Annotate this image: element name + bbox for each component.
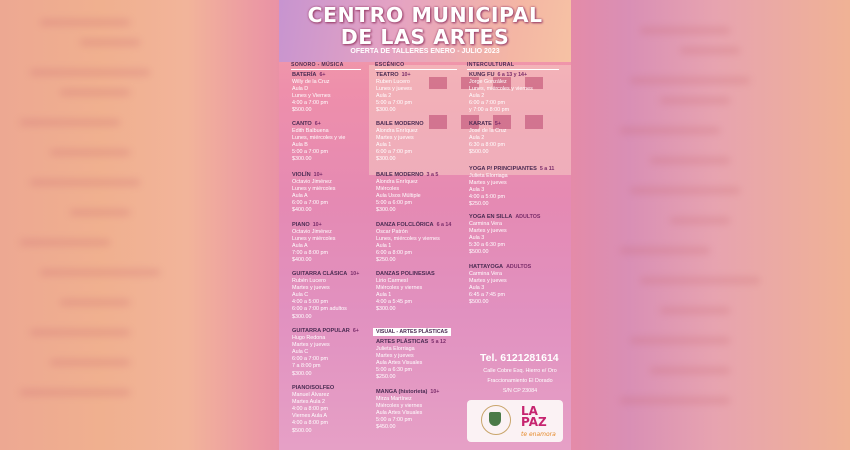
workshop-ages: 6 a 14 (436, 222, 452, 228)
address-line: Calle Cobre Esq. Hierro e/ Oro (483, 368, 557, 374)
workshop-item (376, 339, 446, 382)
workshop-detail: Aula 2 (469, 135, 485, 142)
workshop-name: GUITARRA CLÁSICA (292, 271, 348, 277)
workshop-detail: $300.00 (292, 156, 312, 163)
poster-title-line1: CENTRO MUNICIPAL (307, 3, 543, 27)
workshop-detail: Aula 2 (469, 93, 485, 100)
workshop-detail: 4:00 a 5:00 pm (292, 299, 328, 306)
workshop-detail: 6:00 a 8:00 pm (376, 250, 412, 257)
workshop-name: MANGA (historieta) (376, 389, 428, 395)
workshop-ages: 6+ (319, 72, 326, 78)
workshop-poster (279, 0, 571, 450)
workshop-item (292, 72, 331, 115)
workshop-detail: Aula 1 (376, 142, 392, 149)
workshop-detail: Jorge González (469, 79, 507, 86)
workshop-item (376, 72, 412, 115)
workshop-detail: $500.00 (292, 107, 312, 114)
workshop-detail: José de la Cruz (469, 128, 507, 135)
workshop-detail: Aula A (292, 243, 308, 250)
workshop-detail: 7 a 8:00 pm (292, 363, 321, 370)
workshop-detail: Aula 1 (376, 243, 392, 250)
workshop-detail: Miércoles y viernes (376, 403, 423, 410)
address-line: Fraccionamiento El Dorado (487, 378, 553, 384)
workshop-item (292, 121, 345, 164)
workshop-detail: $300.00 (376, 107, 396, 114)
workshop-detail: Octavio Jiménez (292, 179, 332, 186)
workshop-item (292, 385, 337, 435)
workshop-detail: Aula Artes Visuales (376, 410, 423, 417)
workshop-name: DANZA FOLCLÓRICA (376, 222, 434, 228)
address-line: S/N CP 23084 (502, 388, 538, 394)
workshop-detail: $450.00 (376, 424, 396, 431)
workshop-detail: Viernes Aula A (292, 413, 327, 420)
workshop-detail: Alondra Enríquez (376, 128, 418, 135)
workshop-detail: Carmina Vera (469, 221, 502, 228)
workshop-detail: $250.00 (469, 201, 489, 208)
workshop-name: KUNG FU (469, 72, 495, 78)
workshop-item (469, 72, 533, 115)
workshop-ages: 6+ (314, 121, 321, 127)
workshop-detail: $400.00 (292, 257, 312, 264)
workshop-detail: Aula Artes Visuales (376, 360, 423, 367)
workshop-name: DANZAS POLINESIAS (376, 271, 435, 277)
workshop-name: GUITARRA POPULAR (292, 328, 350, 334)
workshop-ages: 10+ (401, 72, 411, 78)
workshop-ages: 5 a 11 (539, 166, 555, 172)
poster-subtitle: OFERTA DE TALLERES ENERO - JULIO 2023 (350, 48, 500, 55)
workshop-detail: Aula 2 (376, 93, 392, 100)
workshop-detail: Carmina Vera (469, 271, 502, 278)
workshop-item (376, 121, 427, 164)
workshop-detail: Lunes y miércoles (292, 236, 336, 243)
workshop-detail: Lunes, miércoles y viernes (376, 236, 440, 243)
workshop-detail: Miércoles (376, 186, 400, 193)
workshop-detail: Hugo Redona (292, 335, 326, 342)
workshop-detail: $250.00 (376, 257, 396, 264)
la-paz-logo: LA PAZ te enamora (521, 404, 556, 438)
workshop-detail: Martes y jueves (376, 135, 414, 142)
workshop-name: YOGA P/ PRINCIPIANTES (469, 166, 537, 172)
workshop-detail: Aula 3 (469, 187, 485, 194)
workshop-name: HATTAYOGA (469, 264, 504, 270)
workshop-item (376, 389, 439, 432)
workshop-detail: Lunes y miércoles (292, 186, 336, 193)
workshop-detail: $500.00 (469, 149, 489, 156)
workshop-detail: 5:00 a 7:00 pm (376, 417, 412, 424)
workshop-detail: 5:00 a 6:30 pm (376, 367, 412, 374)
workshop-detail: Aula C (292, 292, 309, 299)
workshop-detail: Octavio Jiménez (292, 229, 332, 236)
workshop-item (469, 121, 506, 156)
workshop-detail: 7:00 a 8:00 pm (292, 250, 328, 257)
workshop-detail: y 7:00 a 8:00 pm (469, 107, 510, 114)
workshop-detail: Ruben Lucero (376, 79, 410, 86)
workshop-detail: $500.00 (469, 249, 489, 256)
workshop-detail: $250.00 (376, 374, 396, 381)
workshop-detail: 6:00 a 7:00 pm (469, 100, 505, 107)
workshop-detail: 5:00 a 7:00 pm (292, 149, 328, 156)
workshop-name: BATERÍA (292, 72, 317, 78)
workshop-ages: 5 a 12 (431, 339, 446, 345)
workshop-detail: Miércoles y viernes (376, 285, 423, 292)
workshop-item (376, 222, 451, 265)
workshop-detail: Lunes, miércoles y viernes (469, 86, 533, 93)
workshop-detail: Martes y jueves (292, 285, 330, 292)
workshop-detail: Martes y jueves (469, 180, 507, 187)
workshop-name: ARTES PLÁSTICAS (376, 339, 429, 345)
section-intercultural: INTERCULTURAL (467, 62, 559, 70)
workshop-ages: 3 a 5 (426, 172, 439, 178)
workshop-item (292, 271, 359, 321)
workshop-detail: Alondra Enríquez (376, 179, 418, 186)
workshop-name: YOGA EN SILLA (469, 214, 513, 220)
municipal-seal-icon (481, 405, 511, 435)
workshop-item (292, 172, 335, 215)
workshop-item (469, 264, 531, 307)
workshop-detail: Aula Usos Múltiple (376, 193, 421, 200)
workshop-detail: 6:00 a 7:00 pm (292, 200, 328, 207)
workshop-detail: 6:00 a 7:00 pm (376, 149, 412, 156)
workshop-detail: 4:00 a 8:00 pm (292, 406, 328, 413)
workshop-ages: 10+ (313, 172, 323, 178)
workshop-name: BAILE MODERNO (376, 121, 424, 127)
workshop-detail: 5:00 a 6:00 pm (376, 200, 412, 207)
logos-panel (467, 400, 563, 442)
workshop-item (469, 166, 554, 209)
workshop-name: VIOLÍN (292, 172, 311, 178)
workshop-ages: 10+ (430, 389, 440, 395)
workshop-detail: Julieta Elorriaga (469, 173, 508, 180)
workshop-detail: Lirio Carmesí (376, 278, 409, 285)
workshop-detail: Edith Balbuena (292, 128, 329, 135)
workshop-detail: $400.00 (292, 207, 312, 214)
workshop-detail: $300.00 (376, 207, 396, 214)
workshop-detail: Martes y jueves (469, 278, 507, 285)
workshop-ages: 5+ (494, 121, 501, 127)
workshop-detail: Lunes y jueves (376, 86, 412, 93)
workshop-detail: Aula 1 (376, 292, 392, 299)
workshop-ages: ADULTOS (506, 264, 532, 270)
workshop-detail: Manuel Álvarez (292, 392, 330, 399)
workshop-detail: Martes y jueves (469, 228, 507, 235)
workshop-detail: Aula A (292, 193, 308, 200)
workshop-detail: Aula C (292, 349, 309, 356)
workshop-detail: Willy de la Cruz (292, 79, 330, 86)
contact-phone: Tel. 6121281614 (480, 352, 559, 364)
workshop-name: PIANO (292, 222, 310, 228)
workshop-detail: 4:00 a 5:45 pm (376, 299, 412, 306)
workshop-detail: $300.00 (376, 306, 396, 313)
workshop-detail: 5:00 a 7:00 pm (376, 100, 412, 107)
workshop-name: BAILE MODERNO (376, 172, 424, 178)
section-visual: VISUAL - ARTES PLÁSTICAS (373, 328, 451, 336)
workshop-ages: 6+ (352, 328, 359, 334)
workshop-detail: 4:00 a 8:00 pm (292, 420, 328, 427)
workshop-detail: $300.00 (292, 370, 312, 377)
workshop-ages: 10+ (312, 222, 322, 228)
workshop-item (376, 172, 438, 215)
workshop-detail: Rubén Lucero (292, 278, 326, 285)
workshop-item (292, 328, 359, 378)
workshop-detail: $500.00 (292, 427, 312, 434)
workshop-detail: Lunes, miércoles y vie (292, 135, 346, 142)
workshop-detail: 5:30 a 6:30 pm (469, 242, 505, 249)
section-sonoro: SONORO - MÚSICA (291, 62, 361, 70)
workshop-item (469, 214, 540, 257)
workshop-detail: Martes y jueves (292, 342, 330, 349)
workshop-detail: 4:00 a 7:00 pm (292, 100, 328, 107)
workshop-item (376, 271, 438, 314)
workshop-detail: Lunes y Viernes (292, 93, 331, 100)
workshop-detail: Aula D (292, 86, 309, 93)
workshop-detail: 6:00 a 7:00 pm (292, 356, 328, 363)
workshop-ages: 6 a 13 y 14+ (497, 72, 528, 78)
workshop-name: PIANO/SOLFEO (292, 385, 335, 391)
workshop-detail: Aula 3 (469, 235, 485, 242)
workshop-detail: 4:00 a 5:00 pm (469, 194, 505, 201)
workshop-detail: $500.00 (469, 299, 489, 306)
workshop-detail: Aula B (292, 142, 308, 149)
contact-address (475, 366, 565, 396)
workshop-name: CANTO (292, 121, 312, 127)
workshop-name: TEATRO (376, 72, 399, 78)
workshop-detail: Oscar Patrón (376, 229, 408, 236)
poster-title-line2: DE LAS ARTES (340, 25, 510, 49)
workshop-detail: Martes y jueves (376, 353, 414, 360)
workshop-detail: Aula 3 (469, 285, 485, 292)
workshop-detail: 6:45 a 7:45 pm (469, 292, 505, 299)
workshop-detail: 6:00 a 7:00 pm adultos (292, 306, 347, 313)
workshop-ages: 10+ (350, 271, 360, 277)
workshop-detail: Martes Aula 2 (292, 399, 325, 406)
workshop-ages: ADULTOS (515, 214, 541, 220)
workshop-name: KARATE (469, 121, 492, 127)
workshop-detail: Mirza Martínez (376, 396, 412, 403)
section-escenico: ESCÉNICO (375, 62, 457, 70)
workshop-item (292, 222, 335, 265)
workshop-detail: Julieta Elorriaga (376, 346, 415, 353)
workshop-detail: $300.00 (376, 156, 396, 163)
workshop-detail: $300.00 (292, 313, 312, 320)
workshop-detail: 6:30 a 8:00 pm (469, 142, 505, 149)
